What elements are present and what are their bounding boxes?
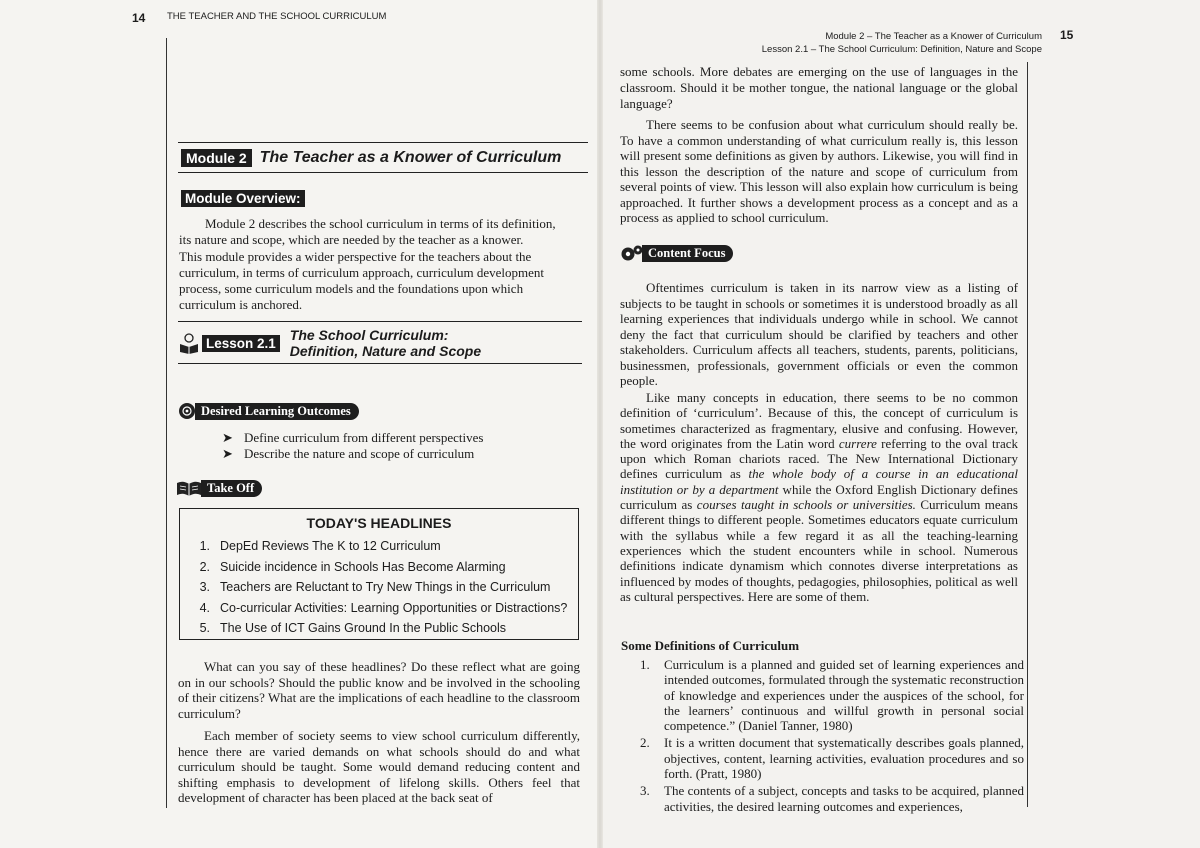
overview-line-1: Module 2 describes the school curriculum in terms of its definition, bbox=[205, 216, 556, 231]
headlines-list bbox=[180, 536, 578, 639]
list-item: 4. Co-curricular Activities: Learning Opportunities or Distractions? bbox=[180, 598, 578, 619]
desired-outcomes-label: Desired Learning Outcomes bbox=[195, 403, 359, 420]
open-book-icon bbox=[175, 479, 203, 497]
paragraph-headlines-questions: What can you say of these headlines? Do these reflect what are going on in our schools? Should the public know and be involved in the schooling of their citizens? What are the implications of each headline to the classroom curriculum? bbox=[178, 659, 580, 721]
outcome-text: Define curriculum from different perspectives bbox=[244, 430, 484, 445]
arrow-bullet-icon: ➤ bbox=[222, 445, 233, 461]
content-focus-heading bbox=[620, 244, 733, 262]
definitions-heading: Some Definitions of Curriculum bbox=[621, 638, 800, 653]
overview-line-6: curriculum is anchored. bbox=[179, 297, 303, 313]
module-overview-tag: Module Overview: bbox=[181, 190, 305, 207]
module-overview-text bbox=[179, 216, 584, 314]
list-item: 2. Suicide incidence in Schools Has Become Alarming bbox=[180, 557, 578, 578]
paragraph-narrow-view: Oftentimes curriculum is taken in its narrow view as a listing of subjects to be taught in schools or sometimes it is understood broadly as all learning experiences that individuals undergo while in school. We cannot deny the fact that curriculum should be clarified by teachers and other stakeholders. Curriculum affects all teachers, students, parents, politicians, businessmen, professionals, government officials or even the common people. bbox=[620, 280, 1018, 388]
right-margin-rule bbox=[1027, 62, 1028, 807]
book-icon bbox=[178, 332, 200, 354]
list-item bbox=[222, 446, 483, 462]
take-off-label: Take Off bbox=[201, 480, 262, 497]
lesson-title bbox=[290, 327, 481, 359]
gears-icon bbox=[620, 244, 644, 262]
paragraph-concepts: Like many concepts in education, there seems to be no common definition of ‘curriculum’. Because of this, the concept of curriculum is sometimes characterized as fragmentary, elusive and confusing. However, the word originates from the Latin word currere referring to the oval track upon which Roman chariots raced. The New International Dictionary defines curriculum as the whole body of a course in an educational institution or by a department while the Oxford English Dictionary defines curriculum as courses taught in schools or universities. Curriculum means different things to different people. Sometimes educators equate curriculum with the syllabus while a few regard it as all the teaching-learning experiences which the student encounters while in school. Numerous definitions indicate dynamism which connotes diverse interpretations as influenced by modes of thoughts, pedagogies, philosophies, political as well as cultural perspectives. Here are some of them. bbox=[620, 390, 1018, 604]
lesson-tag: Lesson 2.1 bbox=[202, 335, 280, 352]
list-item: 3. Teachers are Reluctant to Try New Things in the Curriculum bbox=[180, 577, 578, 598]
page-gutter bbox=[597, 0, 603, 848]
definition-text: It is a written document that systematically describes goals planned, objectives, content, learning activities, evaluation procedures and so forth. (Pratt, 1980) bbox=[664, 735, 1024, 782]
lesson-title-line2: Definition, Nature and Scope bbox=[289, 343, 482, 359]
list-item: 3. The contents of a subject, concepts and tasks to be acquired, planned activities, the desired learning outcomes and experiences, bbox=[640, 783, 1024, 814]
list-item: 5. The Use of ICT Gains Ground In the Public Schools bbox=[180, 618, 578, 639]
list-item: 2. It is a written document that systematically describes goals planned, objectives, content, learning activities, evaluation procedures and so forth. (Pratt, 1980) bbox=[640, 735, 1024, 782]
page-number-right: 15 bbox=[1060, 28, 1074, 42]
module-title: The Teacher as a Knower of Curriculum bbox=[259, 149, 562, 166]
running-head-left: THE TEACHER AND THE SCHOOL CURRICULUM bbox=[167, 11, 387, 22]
overview-line-4: curriculum, in terms of curriculum approach, curriculum development bbox=[179, 264, 544, 280]
headline-text: DepEd Reviews The K to 12 Curriculum bbox=[220, 539, 441, 553]
lesson-bottom-rule bbox=[178, 363, 582, 364]
content-focus-label: Content Focus bbox=[642, 245, 733, 262]
take-off-heading bbox=[175, 479, 262, 497]
overview-line-5: process, some curriculum models and the foundations upon which bbox=[179, 281, 524, 297]
list-item bbox=[222, 430, 483, 446]
lesson-heading bbox=[178, 321, 582, 364]
paragraph-confusion: There seems to be confusion about what curriculum should really be. To have a common understanding of what curriculum really is, this lesson will present some definitions as given by authors. Likewise, you will find in this lesson the description of the nature and scope of curriculum from several points of view. This lesson will also explain how curriculum is being approached. It further shows a development process as a concept and as a process as applied to school curriculum. bbox=[620, 117, 1018, 225]
arrow-bullet-icon: ➤ bbox=[222, 430, 233, 445]
headlines-title: TODAY'S HEADLINES bbox=[306, 515, 452, 531]
overview-line-2: its nature and scope, which are needed by the teacher as a knower. bbox=[179, 232, 524, 248]
definition-text: Curriculum is a planned and guided set of learning experiences and intended outcomes, formulated through the systematic reconstruction of knowledge and experiences under the auspices of the school, for the learners’ continuous and willful growth in personal social competence.” (Daniel Tanner, 1980) bbox=[664, 657, 1024, 734]
paragraph-languages: some schools. More debates are emerging on the use of languages in the classroom. Should it be mother tongue, the national language or the global language? bbox=[620, 64, 1018, 111]
headline-text: Co-curricular Activities: Learning Opportunities or Distractions? bbox=[220, 600, 568, 615]
definition-text: The contents of a subject, concepts and tasks to be acquired, planned activities, the desired learning outcomes and experiences, bbox=[664, 783, 1024, 814]
page-number-left: 14 bbox=[132, 11, 146, 25]
definitions-list bbox=[640, 657, 1024, 814]
lesson-title-line1: The School Curriculum: bbox=[289, 327, 449, 343]
headline-text: The Use of ICT Gains Ground In the Public Schools bbox=[220, 621, 507, 635]
list-item: 1. DepEd Reviews The K to 12 Curriculum bbox=[180, 536, 578, 557]
paragraph-society-views: Each member of society seems to view school curriculum differently, hence there are varied demands on what schools should do and what curriculum should be taught. Some would demand reducing content and shifting emphasis to development of lifelong skills. Others feel that development of character has been placed at the back seat of bbox=[178, 728, 580, 806]
overview-line-3: This module provides a wider perspective for the teachers about the bbox=[179, 248, 532, 264]
list-item: 1. Curriculum is a planned and guided set of learning experiences and intended outcomes, formulated through the systematic reconstruction of knowledge and experiences under the auspices of the school, for the learners’ continuous and willful growth in personal social competence.” (Daniel Tanner, 1980) bbox=[640, 657, 1024, 734]
outcomes-list bbox=[222, 430, 483, 461]
module-bottom-rule bbox=[178, 172, 588, 173]
outcome-text: Describe the nature and scope of curriculum bbox=[244, 445, 475, 461]
running-head-module: Module 2 – The Teacher as a Knower of Curriculum bbox=[825, 31, 1042, 42]
running-head-lesson: Lesson 2.1 – The School Curriculum: Definition, Nature and Scope bbox=[761, 44, 1042, 55]
headline-text: Suicide incidence in Schools Has Become Alarming bbox=[220, 559, 506, 574]
module-heading bbox=[178, 142, 588, 173]
left-margin-rule bbox=[166, 38, 167, 808]
desired-outcomes-heading bbox=[177, 402, 359, 420]
target-icon bbox=[177, 402, 197, 420]
headline-text: Teachers are Reluctant to Try New Things in the Curriculum bbox=[220, 580, 551, 594]
running-head-right bbox=[762, 30, 1042, 56]
headlines-box bbox=[179, 508, 579, 640]
module-tag: Module 2 bbox=[181, 149, 252, 167]
